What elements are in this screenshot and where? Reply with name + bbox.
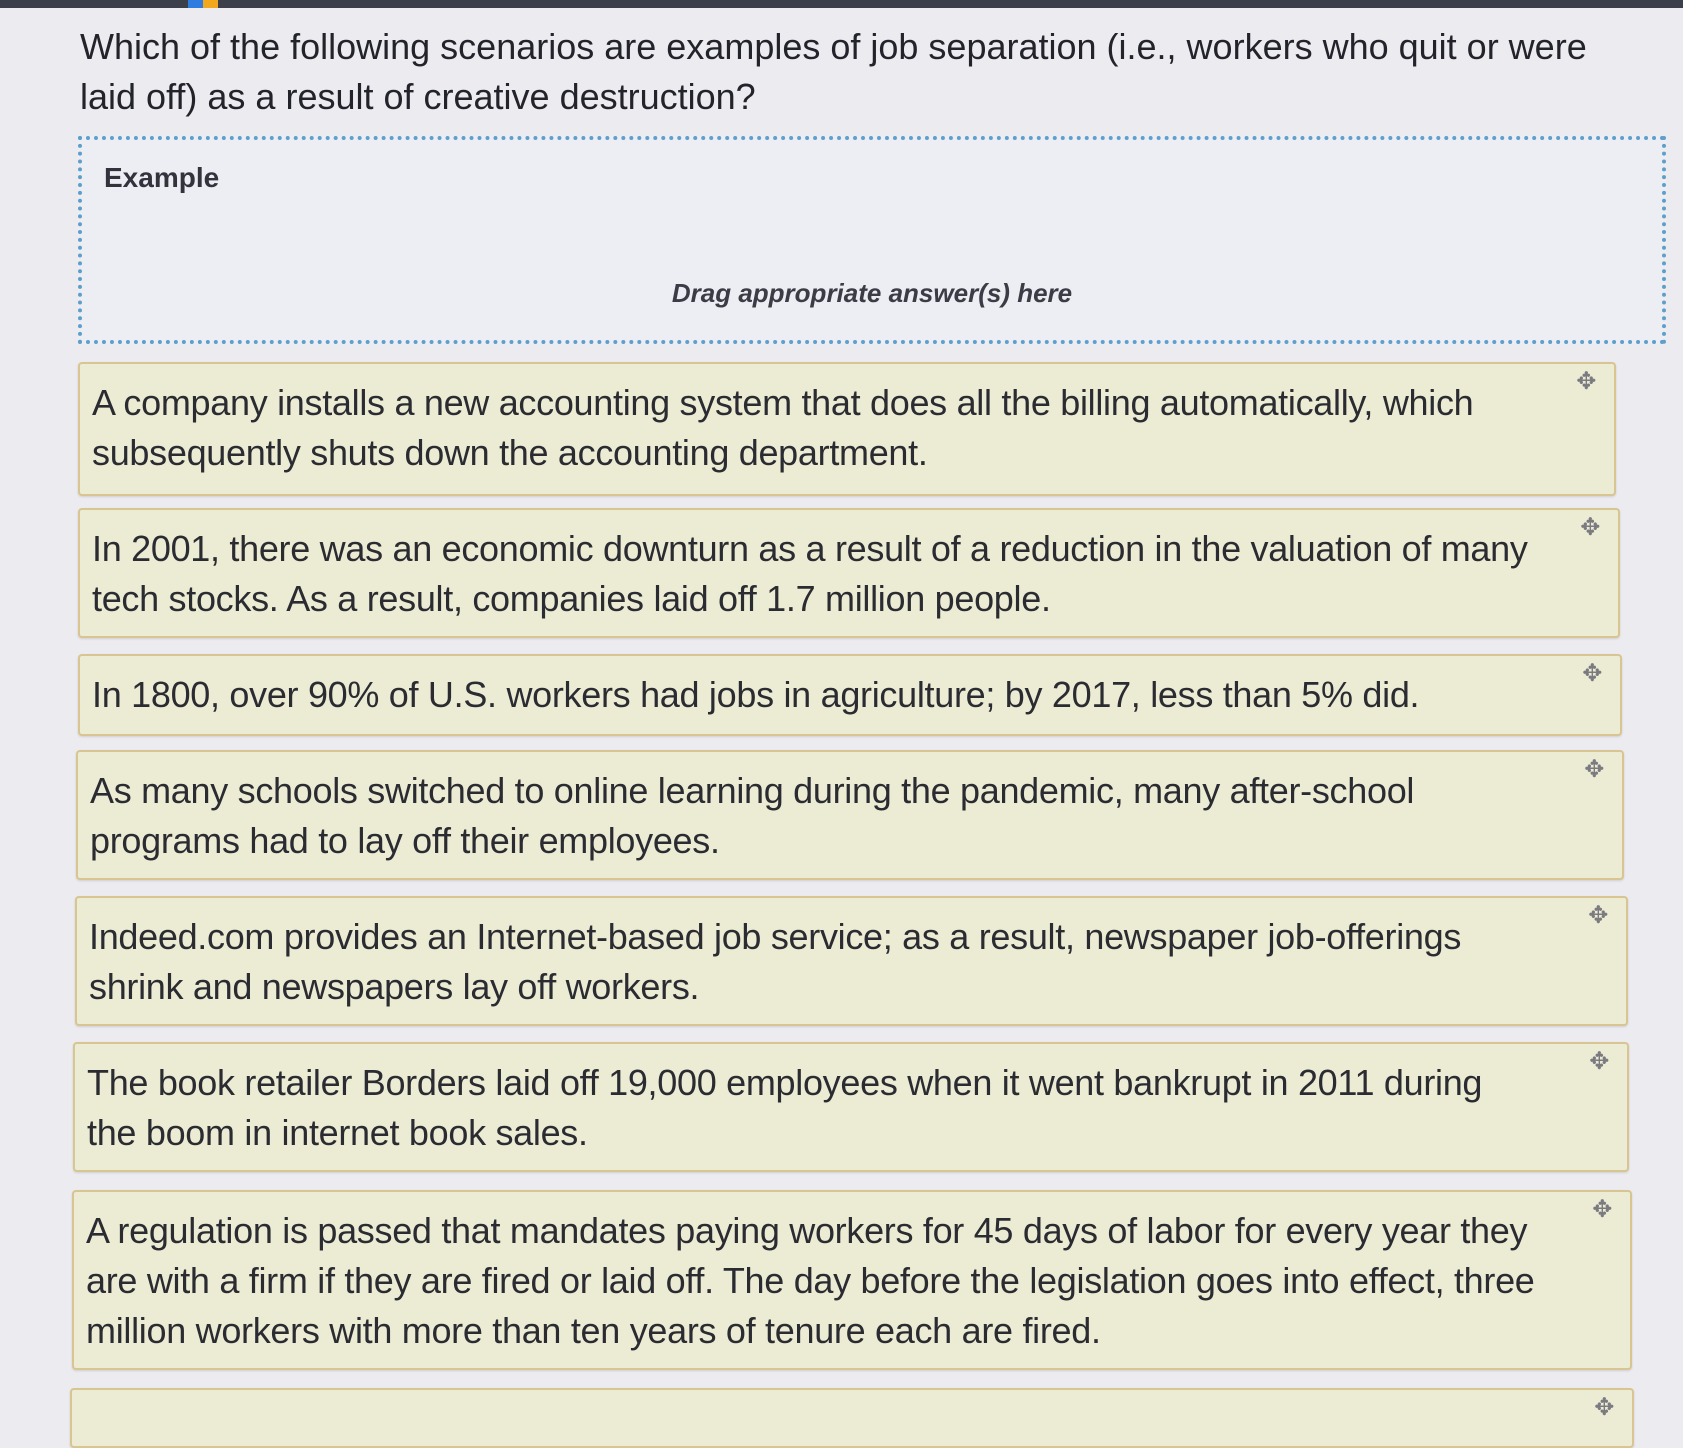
answer-text: Indeed.com provides an Internet-based job service; as a result, newspaper job-offerings shrink and newspapers lay off workers. xyxy=(89,916,1462,1007)
answer-card[interactable] xyxy=(72,1190,1632,1370)
answer-text: A company installs a new accounting system that does all the billing automatically, which subsequently shuts down the accounting department. xyxy=(92,382,1474,473)
move-handle-icon[interactable]: ✥ xyxy=(1580,514,1600,541)
answer-card[interactable] xyxy=(73,1042,1629,1172)
answer-card[interactable] xyxy=(78,508,1620,638)
answer-text: In 1800, over 90% of U.S. workers had jobs in agriculture; by 2017, less than 5% did. xyxy=(92,674,1420,715)
answer-card[interactable] xyxy=(76,750,1624,880)
answer-card[interactable] xyxy=(75,896,1628,1026)
move-handle-icon[interactable]: ✥ xyxy=(1589,1048,1609,1075)
answer-text: A regulation is passed that mandates paying workers for 45 days of labor for every year they are with a firm if they are fired or laid off. The day before the legislation goes into effect, three million workers with more than ten years of tenure each are fired. xyxy=(86,1210,1535,1351)
move-handle-icon[interactable]: ✥ xyxy=(1576,368,1596,395)
move-handle-icon[interactable]: ✥ xyxy=(1588,902,1608,929)
answer-text: As many schools switched to online learning during the pandemic, many after-school programs had to lay off their employees. xyxy=(90,770,1415,861)
move-handle-icon[interactable]: ✥ xyxy=(1592,1196,1612,1223)
answer-card[interactable] xyxy=(70,1388,1634,1448)
answer-text: The book retailer Borders laid off 19,000 employees when it went bankrupt in 2011 during the boom in internet book sales. xyxy=(87,1062,1483,1153)
answer-text: In 2001, there was an economic downturn as a result of a reduction in the valuation of many tech stocks. As a result, companies laid off 1.7 million people. xyxy=(92,528,1528,619)
answer-card[interactable] xyxy=(78,654,1622,736)
move-handle-icon[interactable]: ✥ xyxy=(1584,756,1604,783)
drop-zone-hint: Drag appropriate answer(s) here xyxy=(671,278,1073,308)
drop-zone-title: Example xyxy=(104,162,220,193)
move-handle-icon[interactable]: ✥ xyxy=(1582,660,1602,687)
move-handle-icon[interactable]: ✥ xyxy=(1594,1394,1614,1421)
answer-card[interactable] xyxy=(78,362,1616,496)
question-text: Which of the following scenarios are examples of job separation (i.e., workers who quit or were laid off) as a result of creative destruction? xyxy=(80,26,1587,117)
